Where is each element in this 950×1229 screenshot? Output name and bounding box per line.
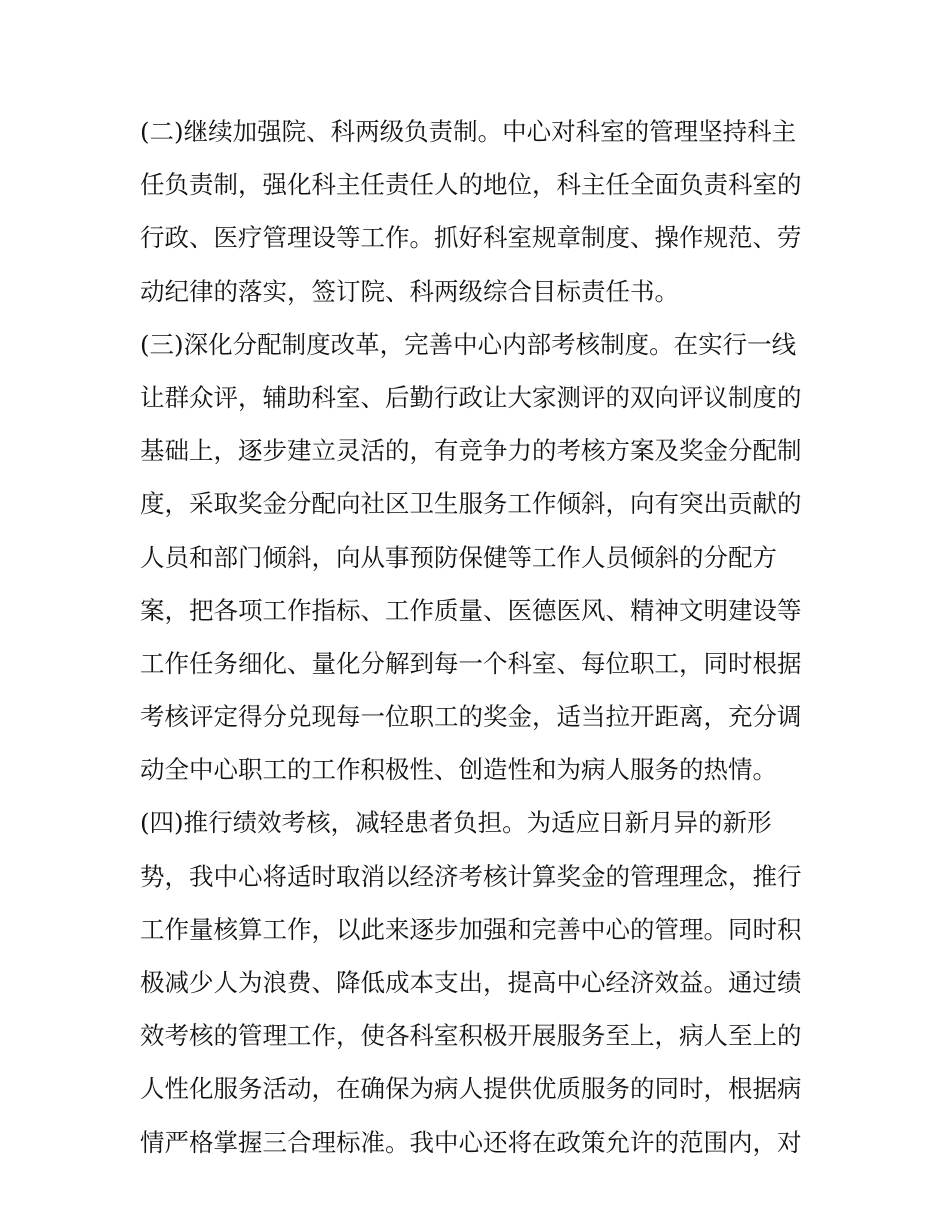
text-line: 案，把各项工作指标、工作质量、医德医风、精神文明建设等 [140, 595, 802, 625]
text-line: (二)继续加强院、科两级负责制。中心对科室的管理坚持科主 [140, 117, 797, 146]
text-line: 行政、医疗管理设等工作。抓好科室规章制度、操作规范、劳 [140, 223, 802, 253]
text-line: 工作任务细化、量化分解到每一个科室、每位职工，同时根据 [140, 648, 802, 678]
text-line: 工作量核算工作，以此来逐步加强和完善中心的管理。同时积 [140, 914, 802, 944]
text-line: 动全中心职工的工作积极性、创造性和为病人服务的热情。 [140, 755, 777, 785]
text-line: 效考核的管理工作，使各科室积极开展服务至上，病人至上的 [140, 1021, 802, 1051]
text-line: 势，我中心将适时取消以经济考核计算奖金的管理理念，推行 [140, 861, 802, 891]
text-line: 极减少人为浪费、降低成本支出，提高中心经济效益。通过绩 [140, 968, 802, 997]
text-line: 情严格掌握三合理标准。我中心还将在政策允许的范围内，对 [140, 1127, 802, 1157]
text-line: 人员和部门倾斜，向从事预防保健等工作人员倾斜的分配方 [140, 542, 777, 572]
text-line: 人性化服务活动，在确保为病人提供优质服务的同时，根据病 [140, 1074, 802, 1104]
text-line: 让群众评，辅助科室、后勤行政让大家测评的双向评议制度的 [140, 382, 802, 412]
text-line: (四)推行绩效考核，减轻患者负担。为适应日新月异的新形 [140, 808, 772, 838]
text-line: 考核评定得分兑现每一位职工的奖金，适当拉开距离，充分调 [140, 702, 802, 732]
text-line: 动纪律的落实，签订院、科两级综合目标责任书。 [140, 276, 679, 306]
text-line: 度，采取奖金分配向社区卫生服务工作倾斜，向有突出贡献的 [140, 489, 802, 519]
document-body [140, 112, 820, 1176]
text-line: 任负责制，强化科主任责任人的地位，科主任全面负责科室的 [140, 170, 802, 200]
text-line: 基础上，逐步建立灵活的，有竞争力的考核方案及奖金分配制 [140, 436, 802, 466]
text-line: (三)深化分配制度改革，完善中心内部考核制度。在实行一线 [140, 329, 797, 359]
